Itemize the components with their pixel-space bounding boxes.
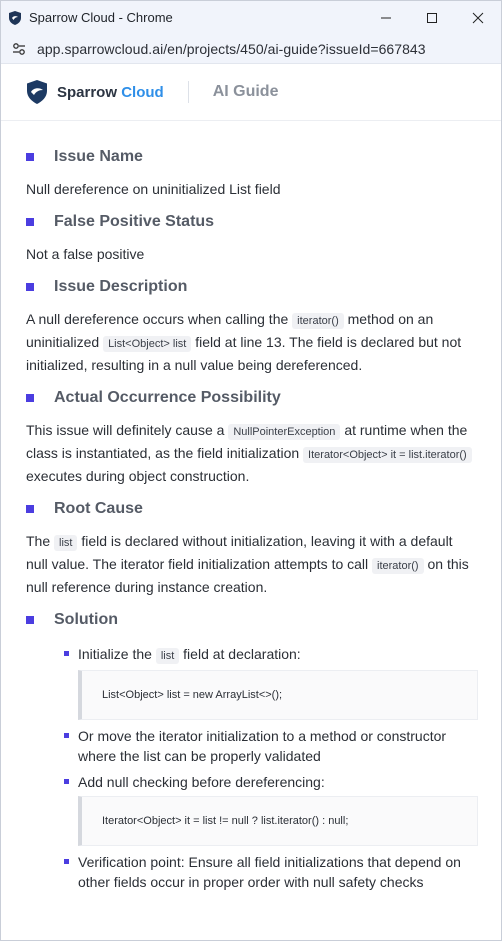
section-title: Actual Occurrence Possibility [54, 389, 281, 406]
minimize-button[interactable] [363, 1, 409, 34]
section-title: False Positive Status [54, 213, 215, 230]
brand-name-accent: Cloud [121, 83, 164, 101]
bullet-square-icon [26, 283, 34, 291]
section-heading-solution [26, 604, 476, 636]
maximize-icon [426, 12, 438, 24]
sparrow-shield-icon [7, 10, 23, 26]
text-run: This issue will definitely cause a [26, 422, 229, 438]
inline-code: Iterator<Object> it = list.iterator() [303, 447, 472, 463]
sparrow-logo-icon[interactable] [25, 79, 49, 105]
text-run: executes during object construction. [26, 468, 250, 484]
section-title: Root Cause [54, 500, 143, 517]
code-block[interactable]: Iterator<Object> it = list != null ? list.iterator() : null; [78, 796, 478, 846]
occurrence-text [26, 420, 476, 487]
bullet-square-icon [26, 505, 34, 513]
section-heading-description [26, 271, 476, 303]
text-run: Initialize the [78, 646, 156, 662]
section-title: Issue Description [54, 278, 188, 295]
false-positive-text: Not a false positive [26, 246, 145, 262]
brand-name [57, 84, 164, 101]
header-divider [188, 81, 189, 103]
ai-guide-content [1, 121, 501, 892]
page-title: AI Guide [212, 83, 279, 100]
list-item [64, 772, 476, 846]
inline-code: list [156, 648, 179, 664]
text-run: at runtime when the class is instantiated, as the field initialization [26, 422, 468, 461]
section-title: Issue Name [54, 148, 143, 165]
inline-code: iterator() [292, 313, 344, 329]
list-item: Verification point: Ensure all field initializations that depend on other fields occur in proper order with null safety checks [64, 852, 476, 892]
maximize-button[interactable] [409, 1, 455, 34]
title-bar [1, 1, 501, 34]
close-icon [472, 12, 484, 24]
inline-code: iterator() [372, 558, 424, 574]
description-text [26, 309, 476, 376]
app-header [1, 64, 501, 121]
section-heading-occurrence [26, 382, 476, 414]
window-title: Sparrow Cloud - Chrome [29, 10, 173, 25]
address-bar[interactable] [1, 34, 501, 64]
bullet-square-icon [26, 153, 34, 161]
section-heading-issue-name [26, 141, 476, 173]
inline-code: list [54, 535, 77, 551]
site-settings-icon[interactable] [9, 39, 29, 59]
section-title: Solution [54, 611, 118, 628]
text-run: A null dereference occurs when calling the [26, 311, 293, 327]
issue-name-text: Null dereference on uninitialized List field [26, 181, 281, 197]
section-heading-false-positive [26, 206, 476, 238]
inline-code: NullPointerException [228, 424, 340, 440]
tune-icon [10, 40, 28, 58]
bullet-square-icon [26, 218, 34, 226]
minimize-icon [380, 12, 392, 24]
text-run: field at line 13. The field is declared but not initialized, resulting in a null value being dereferenced. [26, 334, 462, 373]
bullet-square-icon [26, 394, 34, 402]
brand-name-main: Sparrow [57, 83, 118, 101]
code-block[interactable]: List<Object> list = new ArrayList<>(); [78, 670, 478, 720]
bullet-square-icon [26, 616, 34, 624]
list-item: Or move the iterator initialization to a method or constructor where the list can be properly validated [64, 726, 476, 766]
section-heading-root-cause [26, 493, 476, 525]
text-run: Add null checking before dereferencing: [78, 774, 325, 790]
text-run: field at declaration: [179, 646, 301, 662]
close-button[interactable] [455, 1, 501, 34]
text-run: on this null reference during instance creation. [26, 556, 469, 595]
text-run: method on an uninitialized [26, 311, 434, 350]
text-run: The [26, 533, 55, 549]
list-item [64, 644, 476, 720]
url-text[interactable]: app.sparrowcloud.ai/en/projects/450/ai-guide?issueId=667843 [37, 40, 426, 57]
inline-code: List<Object> list [103, 336, 191, 352]
solution-list [64, 644, 476, 892]
text-run: field is declared without initialization, leaving it with a default null value. The iterator field initialization attempts to call [26, 533, 453, 572]
root-cause-text [26, 531, 476, 598]
